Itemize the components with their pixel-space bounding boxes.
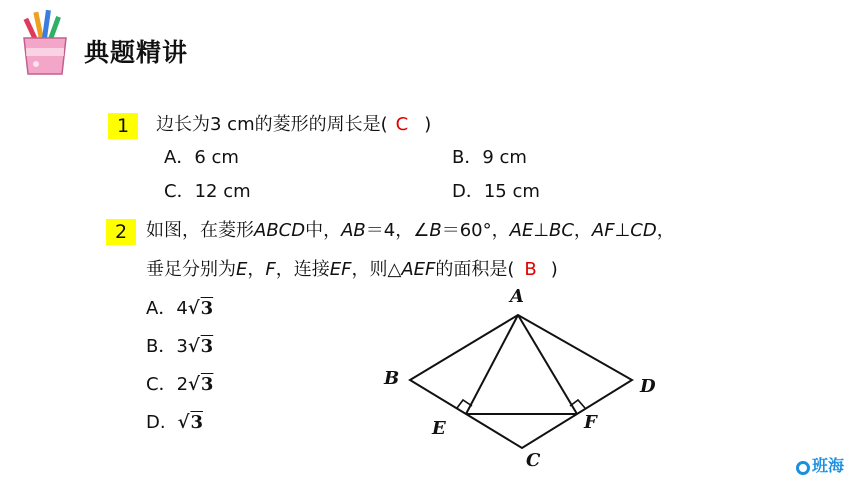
q1-option-c: C．12 cm [164,181,251,202]
q2-option-a [146,297,213,321]
text: ， [573,220,592,241]
q2-option-c [146,373,213,397]
var-e: E [236,259,248,280]
var-bc: BC [549,220,574,241]
radicand: 3 [200,336,214,357]
text: ，则△ [351,259,402,280]
option-label: B．3 [146,336,188,357]
var-ae: AE [509,220,534,241]
question-number-badge: 2 [106,219,136,245]
var-ef: EF [329,259,352,280]
question-number-badge: 1 [108,113,138,139]
text: ＝4，∠ [365,220,430,241]
sqrt-expression: √3 [187,336,214,357]
label-a: A [510,286,524,307]
q1-option-a: A．6 cm [164,147,239,168]
question-2-answer: B [524,259,537,280]
question-1-answer: C [395,114,409,135]
page-title: 典题精讲 [84,38,189,67]
question-2-line-2 [146,257,558,283]
sqrt-expression: √3 [187,298,214,319]
var-ab: AB [341,220,366,241]
text: ， [656,220,675,241]
question-1-close: ) [424,114,432,135]
label-f: F [584,412,597,433]
brand-text: 班海 [811,456,844,475]
q1-option-d: D．15 cm [452,181,540,202]
radicand: 3 [190,412,203,433]
option-label: A．4 [146,298,188,319]
brand-logo [796,453,844,476]
option-label: C．2 [146,374,189,395]
question-1-text: 边长为3 cm的菱形的周长是( [156,114,388,135]
text: ⊥ [533,220,549,241]
var-abcd: ABCD [254,220,306,241]
radicand: 3 [200,374,214,395]
pencil-cup-icon [14,8,74,82]
var-b: B [429,220,442,241]
option-label: D. [146,412,166,433]
var-cd: CD [630,220,657,241]
radicand: 3 [200,298,214,319]
question-2-line-1 [146,218,675,244]
sqrt-expression: √3 [177,412,203,433]
text: ) [550,259,558,280]
q2-option-d [146,411,203,435]
var-f: F [265,259,276,280]
label-b: B [384,368,400,389]
text: 如图，在菱形 [146,220,254,241]
text: ，连接 [275,259,330,280]
label-c: C [526,450,541,471]
text: 中， [305,220,342,241]
q1-option-b: B．9 cm [452,147,527,168]
label-e: E [432,418,446,439]
label-d: D [640,376,656,397]
segment-af [518,315,577,414]
text: 垂足分别为 [146,259,236,280]
var-af: AF [591,220,615,241]
question-1-stem [156,112,431,138]
rhombus-figure [380,282,670,478]
text: 的面积是( [435,259,515,280]
text: ⊥ [614,220,631,241]
var-aef: AEF [401,259,436,280]
q2-option-b [146,335,213,359]
text: ， [247,259,266,280]
sqrt-expression: √3 [188,374,214,395]
brand-ring-icon [796,461,810,475]
text: ＝60°， [441,220,510,241]
